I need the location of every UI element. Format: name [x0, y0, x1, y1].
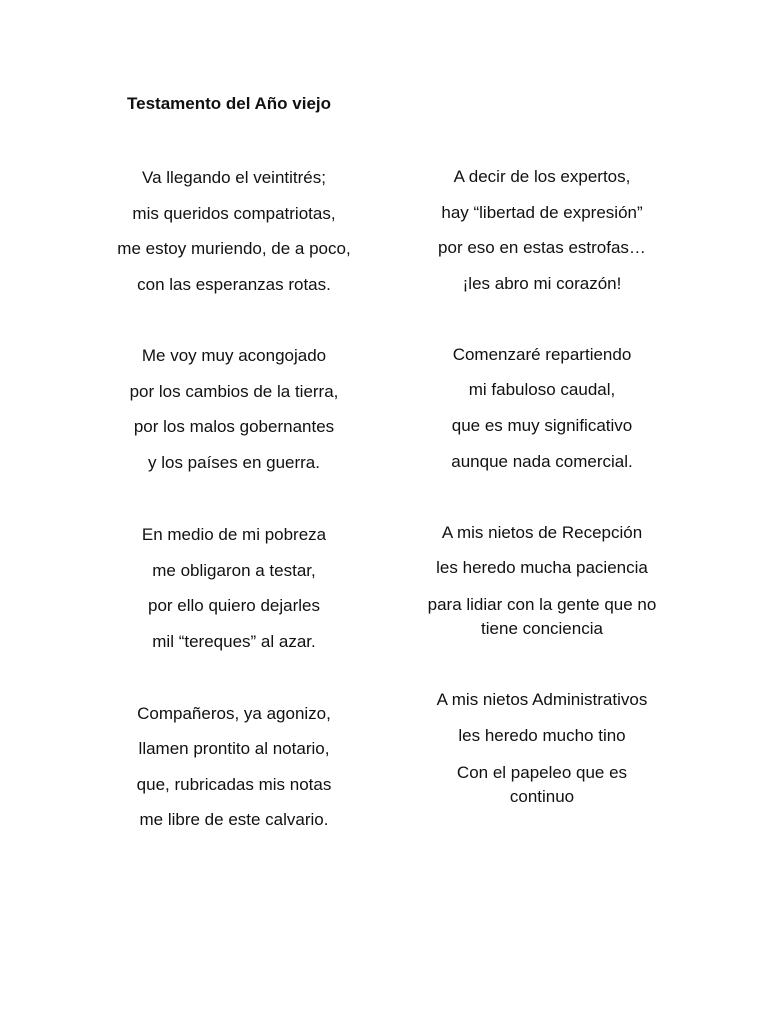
- verse-line: continuo: [509, 787, 575, 806]
- verse-line: por los malos gobernantes: [133, 417, 335, 436]
- verse-line: A mis nietos Administrativos: [436, 690, 648, 709]
- verse-line: llamen prontito al notario,: [138, 739, 330, 758]
- verse-line: aunque nada comercial.: [451, 452, 633, 471]
- verse-line: para lidiar con la gente que no: [427, 595, 657, 614]
- verse-line: ¡les abro mi corazón!: [462, 274, 622, 293]
- verse-line: mis queridos compatriotas,: [132, 204, 336, 223]
- verse-line: A decir de los expertos,: [453, 167, 631, 186]
- verse-line: por eso en estas estrofas…: [438, 238, 646, 257]
- poem-title: Testamento del Año viejo: [127, 94, 332, 113]
- verse-line: hay “libertad de expresión”: [441, 203, 643, 222]
- verse-line: mil “tereques” al azar.: [152, 632, 316, 651]
- verse-line: que es muy significativo: [451, 416, 633, 435]
- verse-line: por ello quiero dejarles: [148, 596, 320, 615]
- verse-line: Compañeros, ya agonizo,: [137, 704, 331, 723]
- verse-line: Con el papeleo que es: [456, 763, 628, 782]
- verse-line: mi fabuloso caudal,: [468, 380, 616, 399]
- verse-line: tiene conciencia: [481, 619, 603, 638]
- verse-line: con las esperanzas rotas.: [137, 275, 331, 294]
- verse-line: me libre de este calvario.: [139, 810, 329, 829]
- verse-line: les heredo mucho tino: [458, 726, 626, 745]
- verse-line: Va llegando el veintitrés;: [142, 168, 326, 187]
- verse-line: me obligaron a testar,: [152, 561, 316, 580]
- verse-line: Comenzaré repartiendo: [452, 345, 632, 364]
- verse-line: En medio de mi pobreza: [141, 525, 327, 544]
- verse-line: Me voy muy acongojado: [141, 346, 327, 365]
- verse-line: me estoy muriendo, de a poco,: [117, 239, 351, 258]
- verse-line: les heredo mucha paciencia: [436, 558, 648, 577]
- verse-line: y los países en guerra.: [148, 453, 320, 472]
- verse-line: que, rubricadas mis notas: [136, 775, 332, 794]
- verse-line: A mis nietos de Recepción: [441, 523, 643, 542]
- verse-line: por los cambios de la tierra,: [129, 382, 339, 401]
